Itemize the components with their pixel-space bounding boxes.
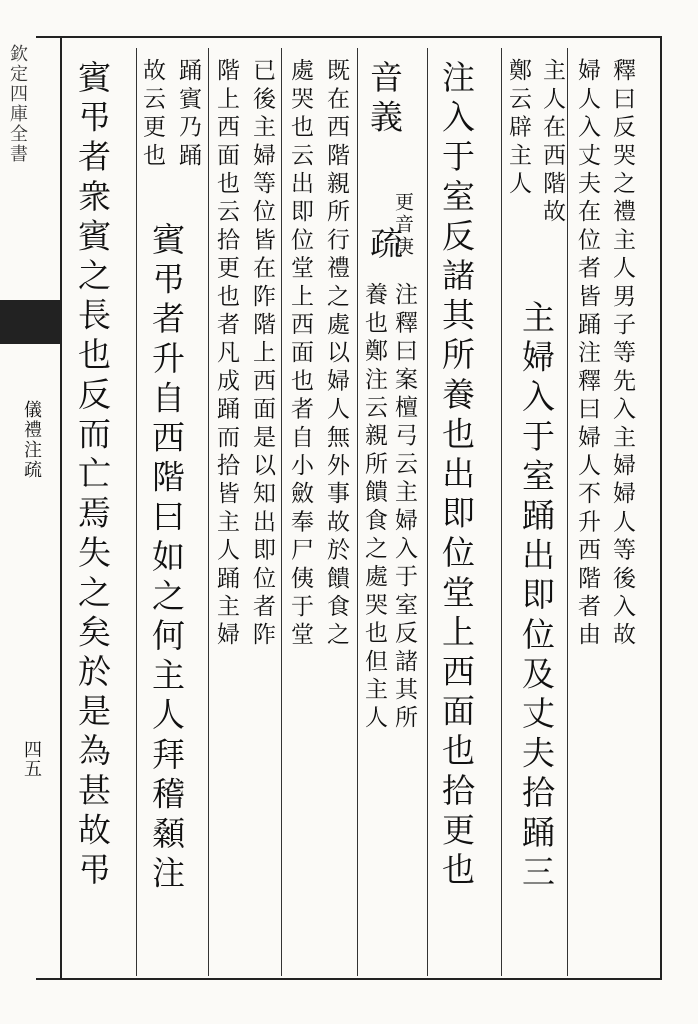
frame-bottom-border <box>36 978 661 980</box>
text-column: 釋曰反哭之禮主人男子等先入主婦婦人等後入故 <box>609 58 635 651</box>
margin-book-title: 儀禮注疏 <box>21 400 42 480</box>
text-column: 踊賓乃踊 <box>175 58 201 171</box>
column-rule <box>208 48 209 976</box>
fishtail-block <box>0 300 60 344</box>
margin-page-number: 四五 <box>21 740 42 778</box>
text-column: 疏 <box>365 226 404 266</box>
text-column: 音義 <box>365 60 404 140</box>
frame-top-border <box>36 36 661 38</box>
margin-top-title: 欽定四庫全書 <box>7 44 28 164</box>
text-column: 故云更也 <box>139 58 165 171</box>
text-column: 養也鄭注云親所饋食之處哭也但主人 <box>361 282 387 734</box>
text-column: 主人在西階故 <box>539 58 565 228</box>
column-rule <box>427 48 428 976</box>
text-column: 婦人入丈夫在位者皆踊注釋曰婦人不升西階者由 <box>574 58 600 651</box>
text-column: 既在西階親所行禮之處以婦人無外事故於饋食之 <box>323 58 349 651</box>
frame-left-border <box>60 36 62 980</box>
frame-right-border <box>660 36 662 980</box>
text-column: 主婦入于室踊出即位及丈夫拾踊三 <box>517 300 556 894</box>
text-column: 更音庚 <box>392 192 414 258</box>
text-column: 注釋曰案檀弓云主婦入于室反諸其所 <box>391 282 417 734</box>
text-column: 處哭也云出即位堂上西面也者自小斂奉尸侇于堂 <box>287 58 313 651</box>
column-rule <box>501 48 502 976</box>
text-column: 賓弔者升自西階曰如之何主人拜稽顙注 <box>147 222 186 896</box>
column-rule <box>357 48 358 976</box>
column-rule <box>567 48 568 976</box>
column-rule <box>136 48 137 976</box>
column-rule <box>281 48 282 976</box>
text-column: 鄭云辟主人 <box>505 58 531 199</box>
text-column: 已後主婦等位皆在阼階上西面是以知出即位者阼 <box>249 58 275 651</box>
text-column: 賓弔者衆賓之長也反而亡焉失之矣於是為甚故弔 <box>73 60 112 892</box>
text-column: 注入于室反諸其所養也出即位堂上西面也拾更也 <box>437 60 476 892</box>
text-column: 階上西面也云拾更也者凡成踊而拾皆主人踊主婦 <box>213 58 239 651</box>
